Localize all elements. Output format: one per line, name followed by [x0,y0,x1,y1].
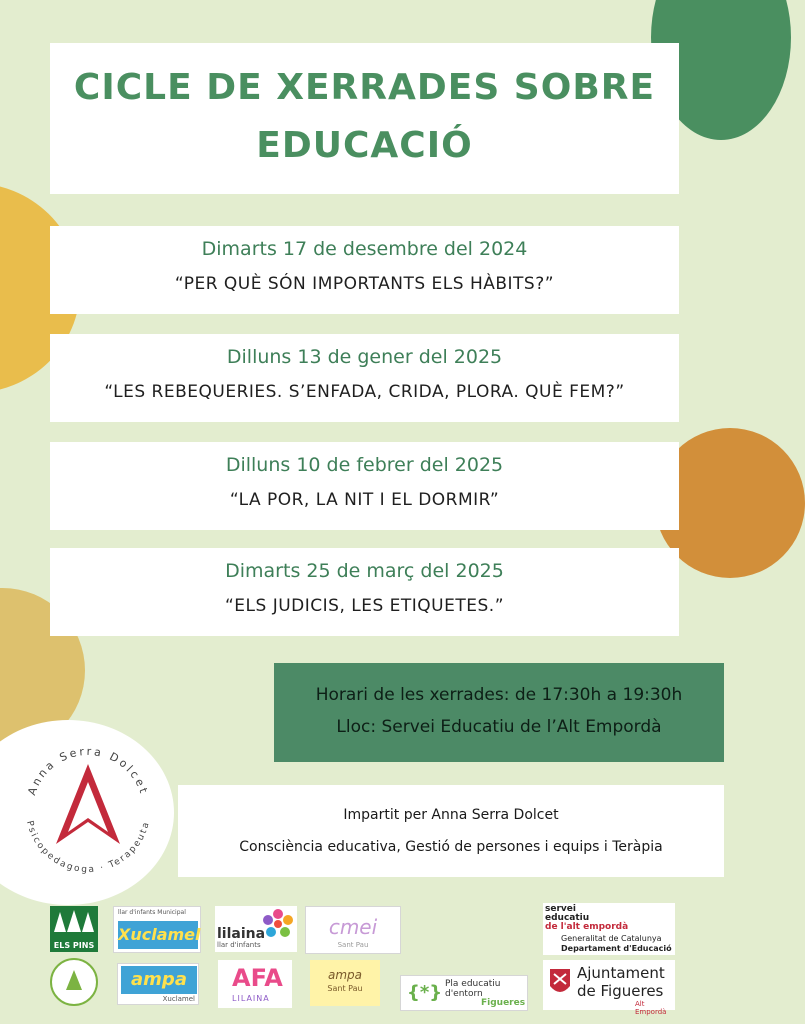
talk-date: Dilluns 13 de gener del 2025 [226,346,503,368]
tree-icon [52,960,96,1004]
imparted-text: Impartit per Anna Serra Dolcet [343,807,559,823]
lilaina-label: lilaina [217,926,266,942]
cmei-sub-label: Sant Pau [337,941,369,949]
talk-card [50,442,679,530]
ampa-xuclamel-logo [117,963,199,1005]
speaker-logo [8,730,168,890]
talk-date: Dilluns 10 de febrer del 2025 [225,454,504,476]
place-text: Lloc: Servei Educatiu de l’Alt Empordà [336,717,662,737]
talk-date: Dimarts 17 de desembre del 2024 [201,238,528,260]
cmei-label: cmei [328,915,378,939]
pla-label-2: d'entorn [445,989,483,999]
pla-label-3: Figueres [481,998,526,1008]
speaker-profession-arc: Psicopedagoga · Terapeuta [24,819,152,876]
ajuntament-figueres-logo [543,960,675,1016]
ampa-xuclamel-label: ampa [121,966,197,994]
departament-label: Departament d'Educació [561,944,672,953]
pla-educatiu-logo [400,975,528,1011]
ampa-sp-label: ampa [327,968,362,982]
schedule-text: Horari de les xerrades: de 17:30h a 19:30h [315,685,683,705]
servei-label-2: educatiu [545,913,590,923]
servei-label-3: de l'alt empordà [545,922,629,932]
talk-question: “PER QUÈ SÓN IMPORTANTS ELS HÀBITS?” [174,274,555,294]
els-pins-logo [50,906,98,952]
schedule-info-box [274,663,724,762]
talk-card [50,548,679,636]
coat-of-arms-icon [547,966,573,1000]
lilaina-sub-label: llar d'infants [217,941,261,949]
generalitat-label: Generalitat de Catalunya [561,934,662,943]
servei-educatiu-logo [543,903,675,955]
title-line-2: EDUCACIÓ [256,125,473,166]
talk-question: “LES REBEQUERIES. S’ENFADA, CRIDA, PLORA. QUÈ FEM?” [104,382,625,402]
talk-card [50,226,679,314]
talk-date: Dimarts 25 de març del 2025 [225,560,504,582]
afa-lilaina-logo [218,960,292,1008]
ajuntament-label-2: de Figueres [577,982,664,1000]
title-card [50,43,679,194]
cmei-logo [305,906,401,954]
talk-card [50,334,679,422]
flower-icon [261,908,295,942]
ajuntament-label-3: Alt Empordà [635,1000,667,1016]
speaker-a-letter [56,764,120,844]
xuclamel-logo [113,906,201,953]
afa-els-pins-logo [50,958,98,1006]
pine-trees-icon [50,908,98,938]
ampa-xuclamel-sub-label: Xuclamel [162,995,195,1003]
areas-text: Consciència educativa, Gestió de persones i equips i Teràpia [239,839,663,855]
afa-sub-label: LILAINA [232,994,270,1003]
title-line-1: CICLE DE XERRADES SOBRE [73,67,656,108]
afa-label: AFA [232,964,283,992]
ampa-sp-sub-label: Sant Pau [327,984,363,993]
talk-question: “LA POR, LA NIT I EL DORMIR” [229,490,500,510]
xuclamel-top-label: llar d'infants Municipal [118,909,186,916]
pla-label-1: Pla educatiu [445,979,501,989]
pla-symbol: {*} [407,982,443,1003]
xuclamel-label: Xuclamel [118,921,198,949]
ajuntament-label-1: Ajuntament [577,964,665,982]
ampa-sant-pau-logo [310,960,380,1006]
talk-question: “ELS JUDICIS, LES ETIQUETES.” [225,596,504,616]
lilaina-logo [215,906,297,952]
servei-label-1: servei [545,904,576,914]
els-pins-label: ELS PINS [53,941,95,950]
speaker-info-box [178,785,724,877]
speaker-name-arc: Anna Serra Dolcet [25,744,151,798]
